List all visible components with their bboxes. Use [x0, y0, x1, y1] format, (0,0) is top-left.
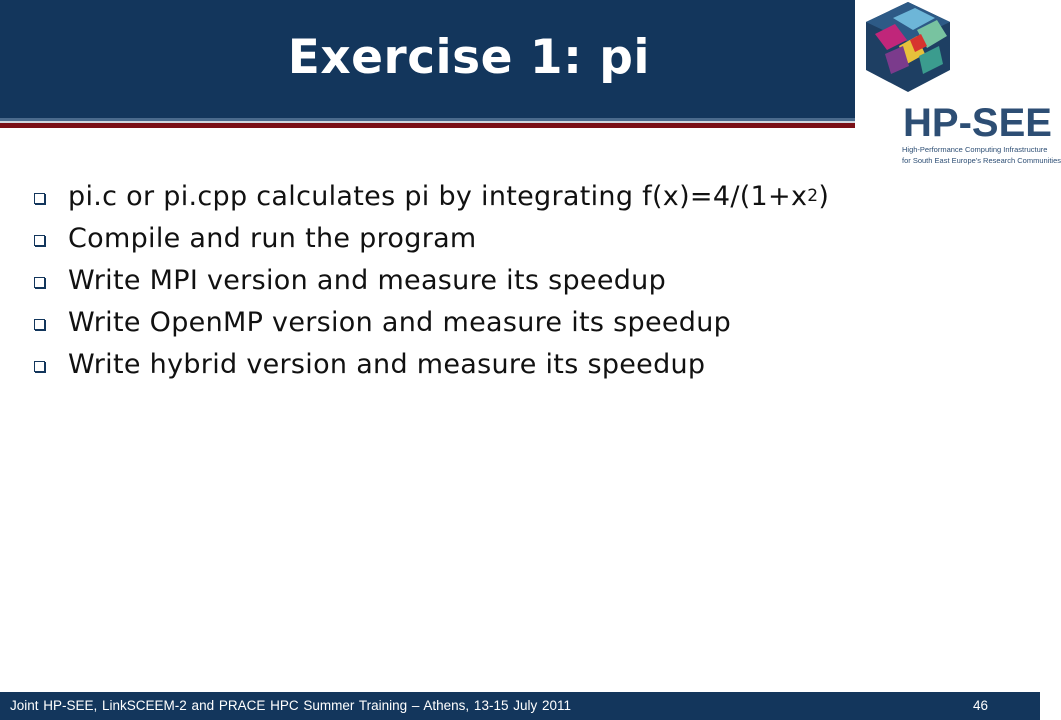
bullet-text: Write OpenMP version and measure its speedup: [68, 306, 732, 338]
title-underline: [0, 118, 855, 128]
bullet-text: Write hybrid version and measure its speedup: [68, 348, 706, 380]
hp-see-logo: [855, 0, 1061, 170]
square-bullet-icon: [34, 235, 45, 246]
logo-wordmark: HP-SEE: [903, 101, 1052, 145]
bullet-list: [34, 175, 829, 385]
footer-bar: [0, 692, 1040, 720]
bullet-text-end: ): [818, 180, 830, 212]
bullet-text: pi.c or pi.cpp calculates pi by integrating f(x)=4/(1+x: [68, 180, 808, 212]
square-bullet-icon: [34, 277, 45, 288]
bullet-item: [34, 301, 829, 343]
bullet-item: [34, 343, 829, 385]
logo-tagline-2: for South East Europe's Research Communities: [902, 156, 1061, 165]
square-bullet-icon: [34, 361, 45, 372]
hexagon-cube-logo-icon: [855, 0, 1040, 100]
square-bullet-icon: [34, 193, 45, 204]
bullet-item: pi.c or pi.cpp calculates pi by integrating f(x)=4/(1+x 2 ): [34, 175, 829, 217]
bullet-text: Write MPI version and measure its speedup: [68, 264, 667, 296]
footer-text: Joint HP-SEE, LinkSCEEM-2 and PRACE HPC Summer Training – Athens, 13-15 July 2011: [10, 698, 571, 713]
bullet-item: [34, 259, 829, 301]
square-bullet-icon: [34, 319, 45, 330]
bullet-item: [34, 217, 829, 259]
slide-title: Exercise 1: pi: [287, 30, 650, 85]
bullet-text: Compile and run the program: [68, 222, 477, 254]
title-bar: [0, 0, 855, 120]
page-number: 46: [972, 698, 988, 713]
logo-tagline-1: High-Performance Computing Infrastructure: [902, 145, 1048, 154]
